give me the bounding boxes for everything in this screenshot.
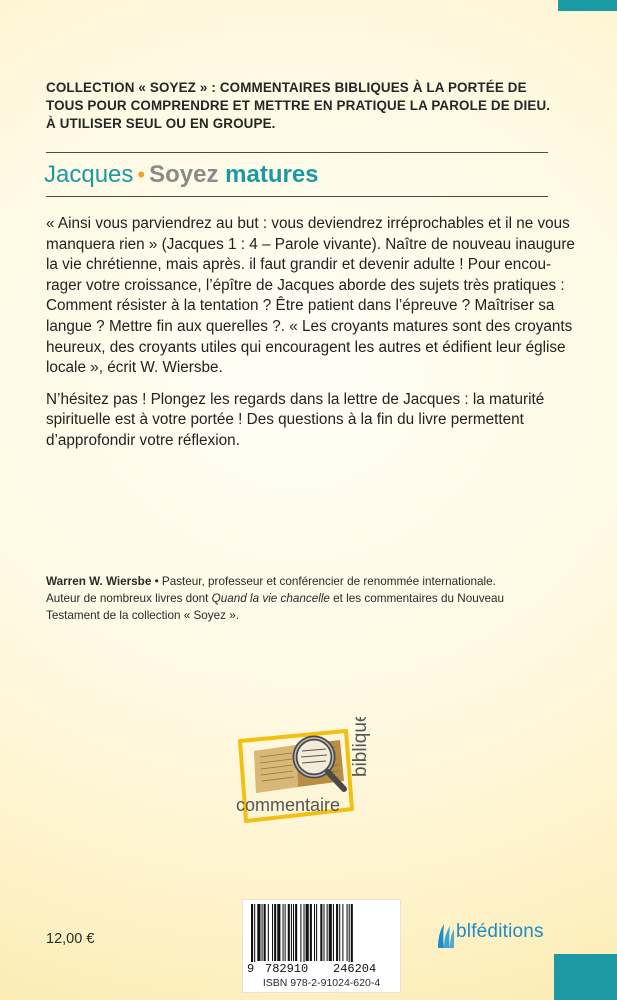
author-line-1 [46,573,586,590]
barcode-left-group: 782910 [265,962,309,976]
description-paragraph-1 [46,214,575,379]
description-line: locale », écrit W. Wiersbe. [46,359,223,377]
title-separator-dot: • [137,162,146,187]
description-paragraph-2 [46,390,566,452]
title-prefix: Soyez [149,161,219,188]
description-line: Comment résister à la tentation ? Être patient dans l’épreuve ? Maîtriser sa [46,297,555,315]
open-book-pages-icon [436,920,456,950]
barcode-right-group: 246204 [333,962,377,976]
logo-vertical-word: biblique [350,717,371,777]
author-books-rest: et les commentaires du Nouveau [329,592,505,605]
collection-line-1: COLLECTION « SOYEZ » : COMMENTAIRES BIBLIQUES À LA PORTÉE DE [46,80,527,95]
barcode-box [242,899,401,993]
author-books-intro: Auteur de nombreux livres dont [46,592,212,605]
description-line: langue ? Mettre fin aux querelles ?. « Les croyants matures sont des croyants [46,317,573,335]
isbn-label: ISBN 978-2-91024-620-4 [262,977,381,989]
top-accent-tab [558,0,617,11]
publisher-name: blféditions [456,921,544,942]
author-name: Warren W. Wiersbe [46,575,152,588]
author-line-2 [46,590,586,607]
book-title [44,160,319,190]
description-line: d’approfondir votre réflexion. [46,431,240,449]
bottom-accent-tab [554,954,617,1000]
barcode-digits [245,962,398,976]
publisher-logo [436,918,561,952]
title-book-name: Jacques [44,161,134,188]
author-separator: • [154,575,159,588]
description-line: N’hésitez pas ! Plongez les regards dans la lettre de Jacques : la maturité [46,390,545,408]
top-divider [46,152,548,153]
collection-blurb [46,79,576,133]
series-logo [226,717,396,837]
collection-line-2: TOUS POUR COMPRENDRE ET METTRE EN PRATIQUE LA PAROLE DE DIEU. [46,98,551,113]
description-line: manquera rien » (Jacques 1 : 4 – Parole vivante). Naître de nouveau inaugure [46,235,575,253]
barcode-first-digit: 9 [247,962,255,976]
author-line-3: Testament de la collection « Soyez ». [46,609,239,622]
barcode-icon [251,904,392,962]
description-line: rager votre croissance, l’épître de Jacques aborde des sujets très pratiques : [46,276,565,294]
book-description [46,214,575,452]
author-bio [46,573,586,624]
collection-line-3: À UTILISER SEUL OU EN GROUPE. [46,116,276,131]
paragraph-spacer [46,379,566,390]
title-emphasis: matures [225,161,319,188]
description-line: la vie chrétienne, mais après. il faut grandir et devenir adulte ! Pour encou- [46,256,552,274]
bottom-divider [46,196,548,197]
logo-main-word: commentaire [236,795,341,815]
price: 12,00 € [46,931,95,947]
author-role: Pasteur, professeur et conférencier de renommée internationale. [161,575,496,588]
description-line: heureux, des croyants utiles qui encouragent les autres et édifient leur église [46,338,566,356]
description-line: « Ainsi vous parviendrez au but : vous deviendrez irréprochables et il ne vous [46,215,570,232]
magnifying-glass-bible-icon [226,717,396,837]
author-book-title: Quand la vie chancelle [211,592,330,605]
description-line: spirituelle est à votre portée ! Des questions à la fin du livre permettent [46,411,524,429]
